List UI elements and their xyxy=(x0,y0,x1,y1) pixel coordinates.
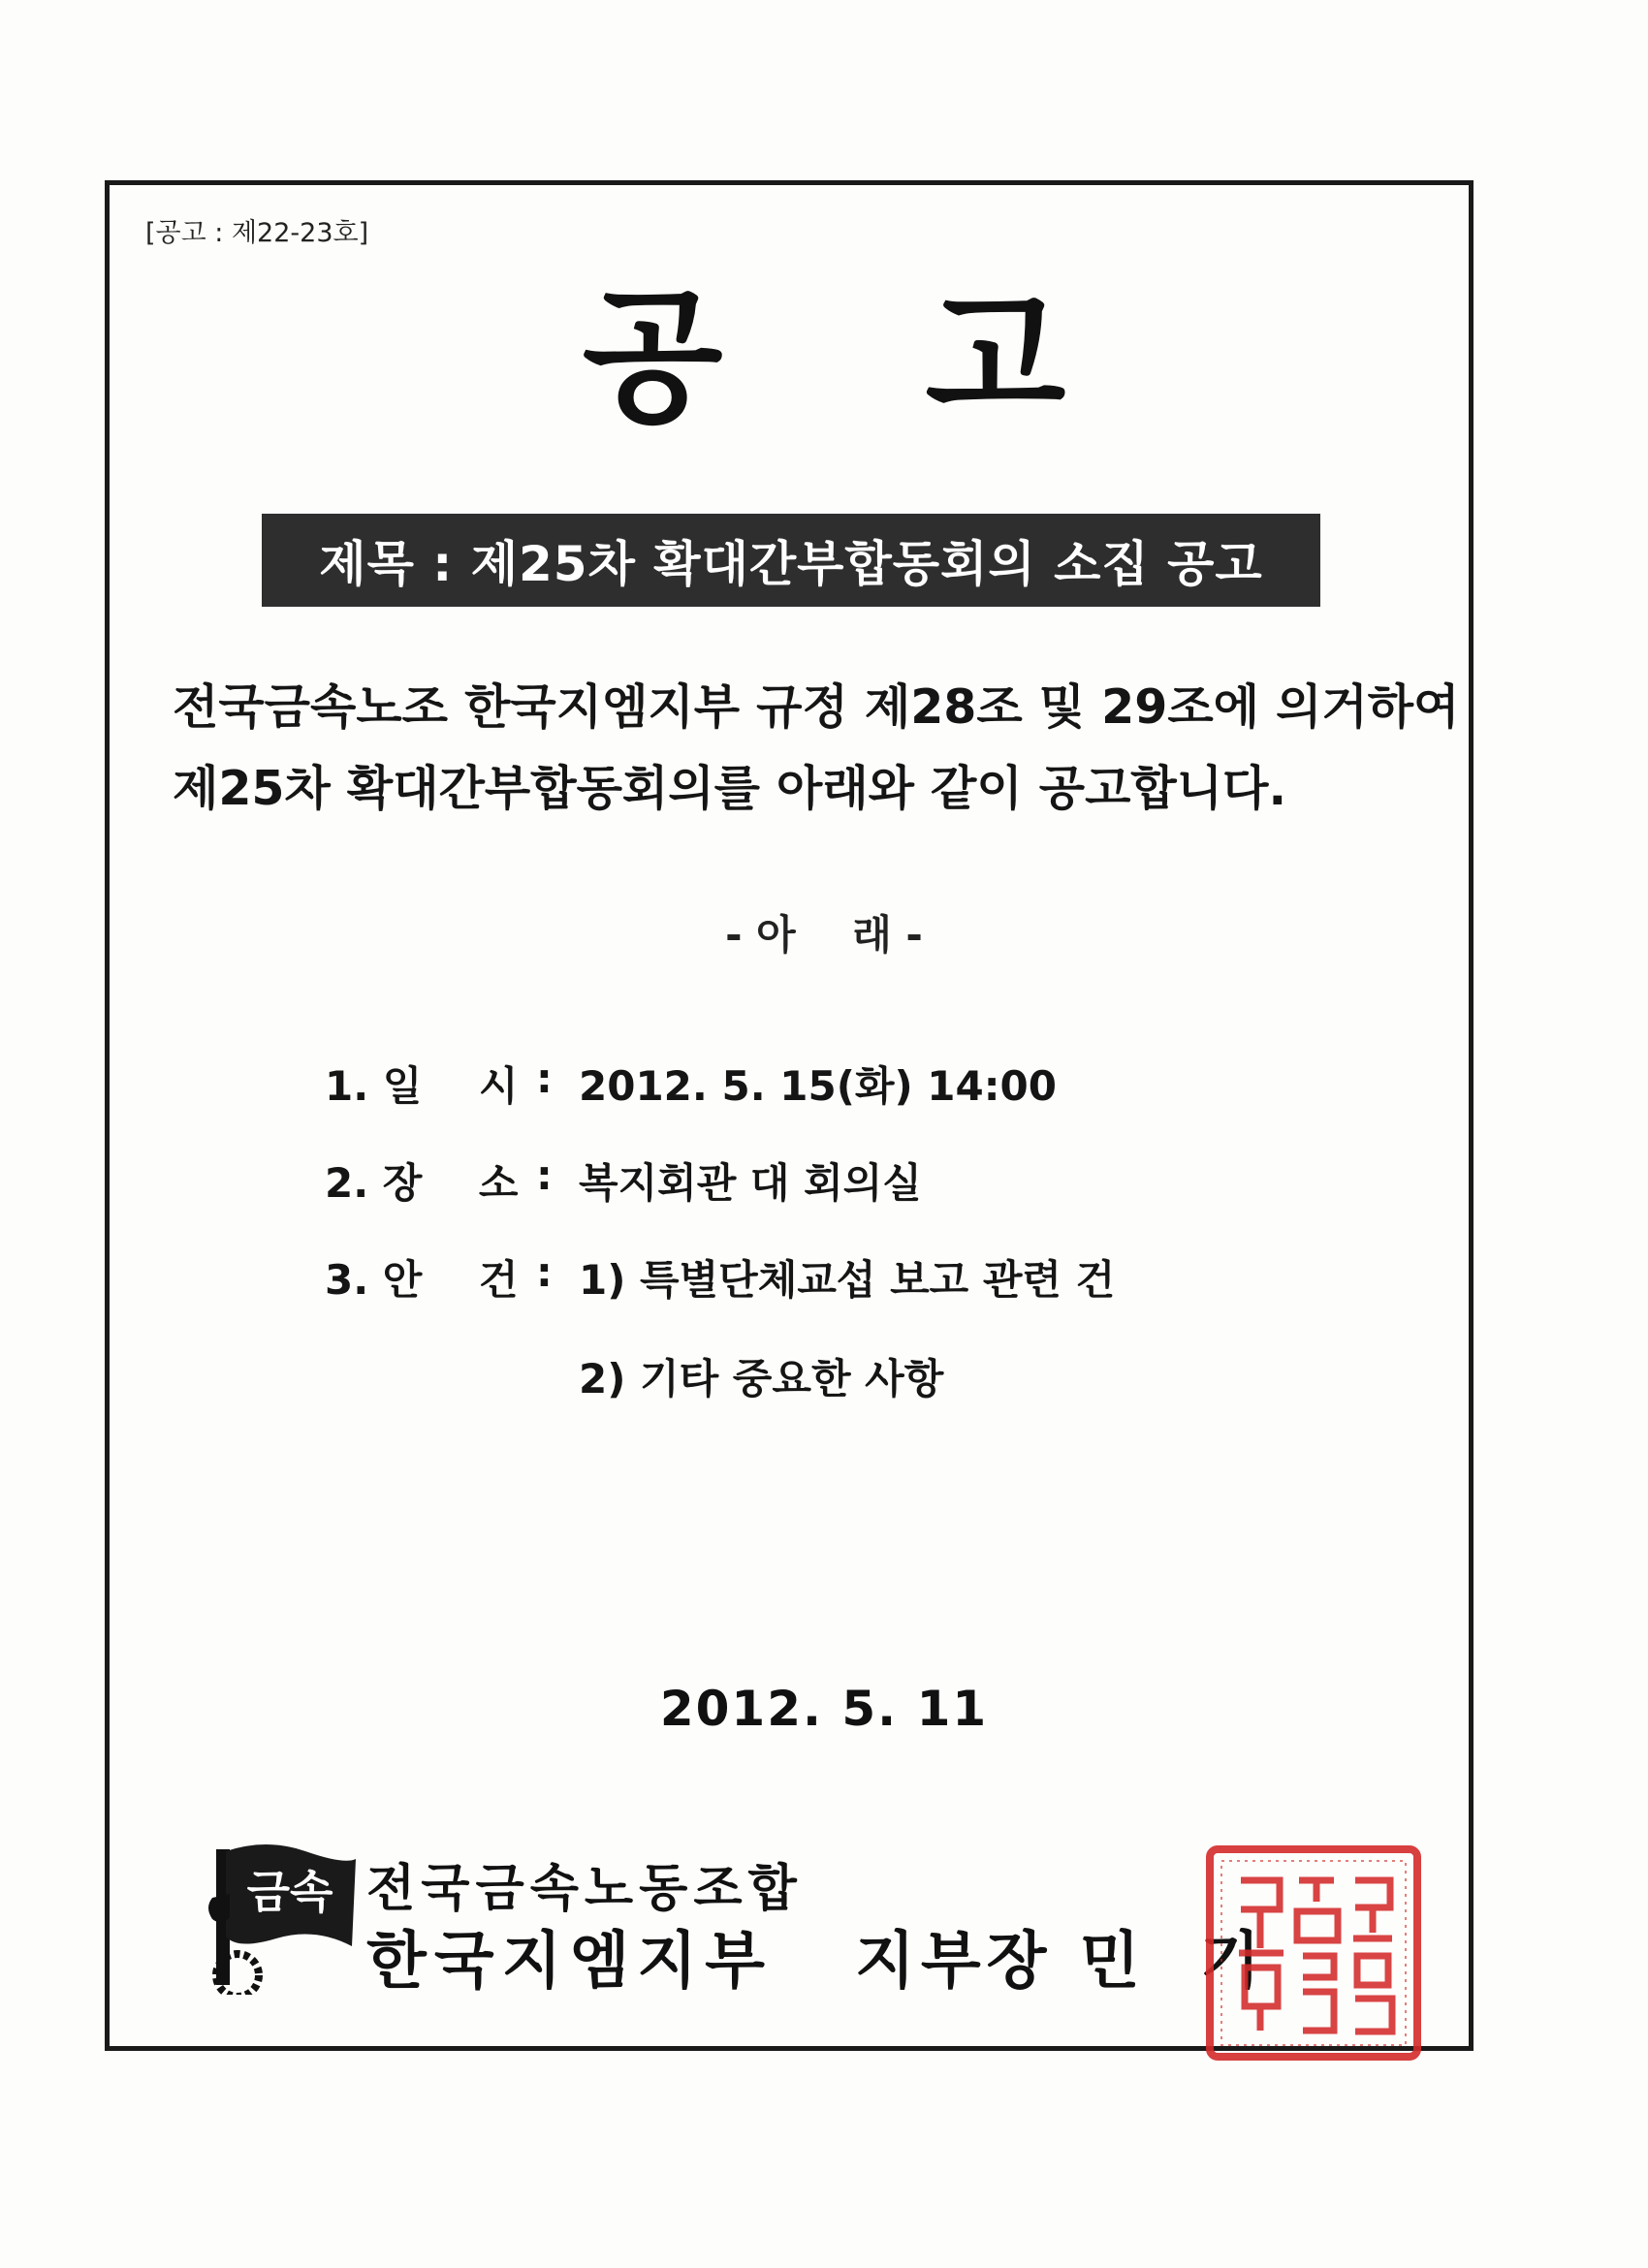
item-colon: : xyxy=(536,1055,553,1102)
union-logo-icon xyxy=(199,1830,364,1995)
official-seal-icon xyxy=(1202,1842,1425,2064)
logo-text: 금속 xyxy=(246,1866,333,1918)
item-label: 1. 일 시 xyxy=(325,1062,519,1110)
issue-date: 2012. 5. 11 xyxy=(659,1681,989,1737)
item-value: 1) 특별단체교섭 보고 관련 건 xyxy=(579,1256,1116,1304)
body-paragraph xyxy=(173,667,1472,830)
item-value: 2012. 5. 15(화) 14:00 xyxy=(579,1062,1057,1110)
document-border xyxy=(105,180,1474,2051)
item-label: 3. 안 건 xyxy=(325,1256,519,1304)
signer-name: 지부장 민 기 xyxy=(855,1926,1266,1998)
notice-number: [공고 : 제22-23호] xyxy=(145,218,369,248)
document-title: 공 고 xyxy=(582,274,1066,443)
agenda-item-place xyxy=(325,1151,1197,1206)
agenda-item-topic xyxy=(325,1248,1197,1303)
item-colon: : xyxy=(536,1151,553,1199)
arae-heading: - 아 래 - xyxy=(725,911,923,959)
agenda-item-datetime xyxy=(325,1055,1197,1109)
body-line: 제25차 확대간부합동회의를 아래와 같이 공고합니다. xyxy=(173,761,1287,816)
union-name: 전국금속노동조합 xyxy=(366,1860,803,1918)
subject-bar xyxy=(262,514,1320,607)
item-colon: : xyxy=(536,1248,553,1296)
item-label: 2. 장 소 xyxy=(325,1159,519,1207)
body-line: 전국금속노조 한국지엠지부 규정 제28조 및 29조에 의거하여 xyxy=(173,679,1460,735)
item-value: 2) 기타 중요한 사항 xyxy=(579,1355,944,1402)
agenda-item-topic-2 xyxy=(325,1347,1197,1402)
item-value: 복지회관 대 회의실 xyxy=(579,1159,922,1207)
branch-name: 한국지엠지부 xyxy=(366,1926,773,1998)
subject-text: 제목 : 제25차 확대간부합동회의 소집 공고 xyxy=(319,536,1263,592)
